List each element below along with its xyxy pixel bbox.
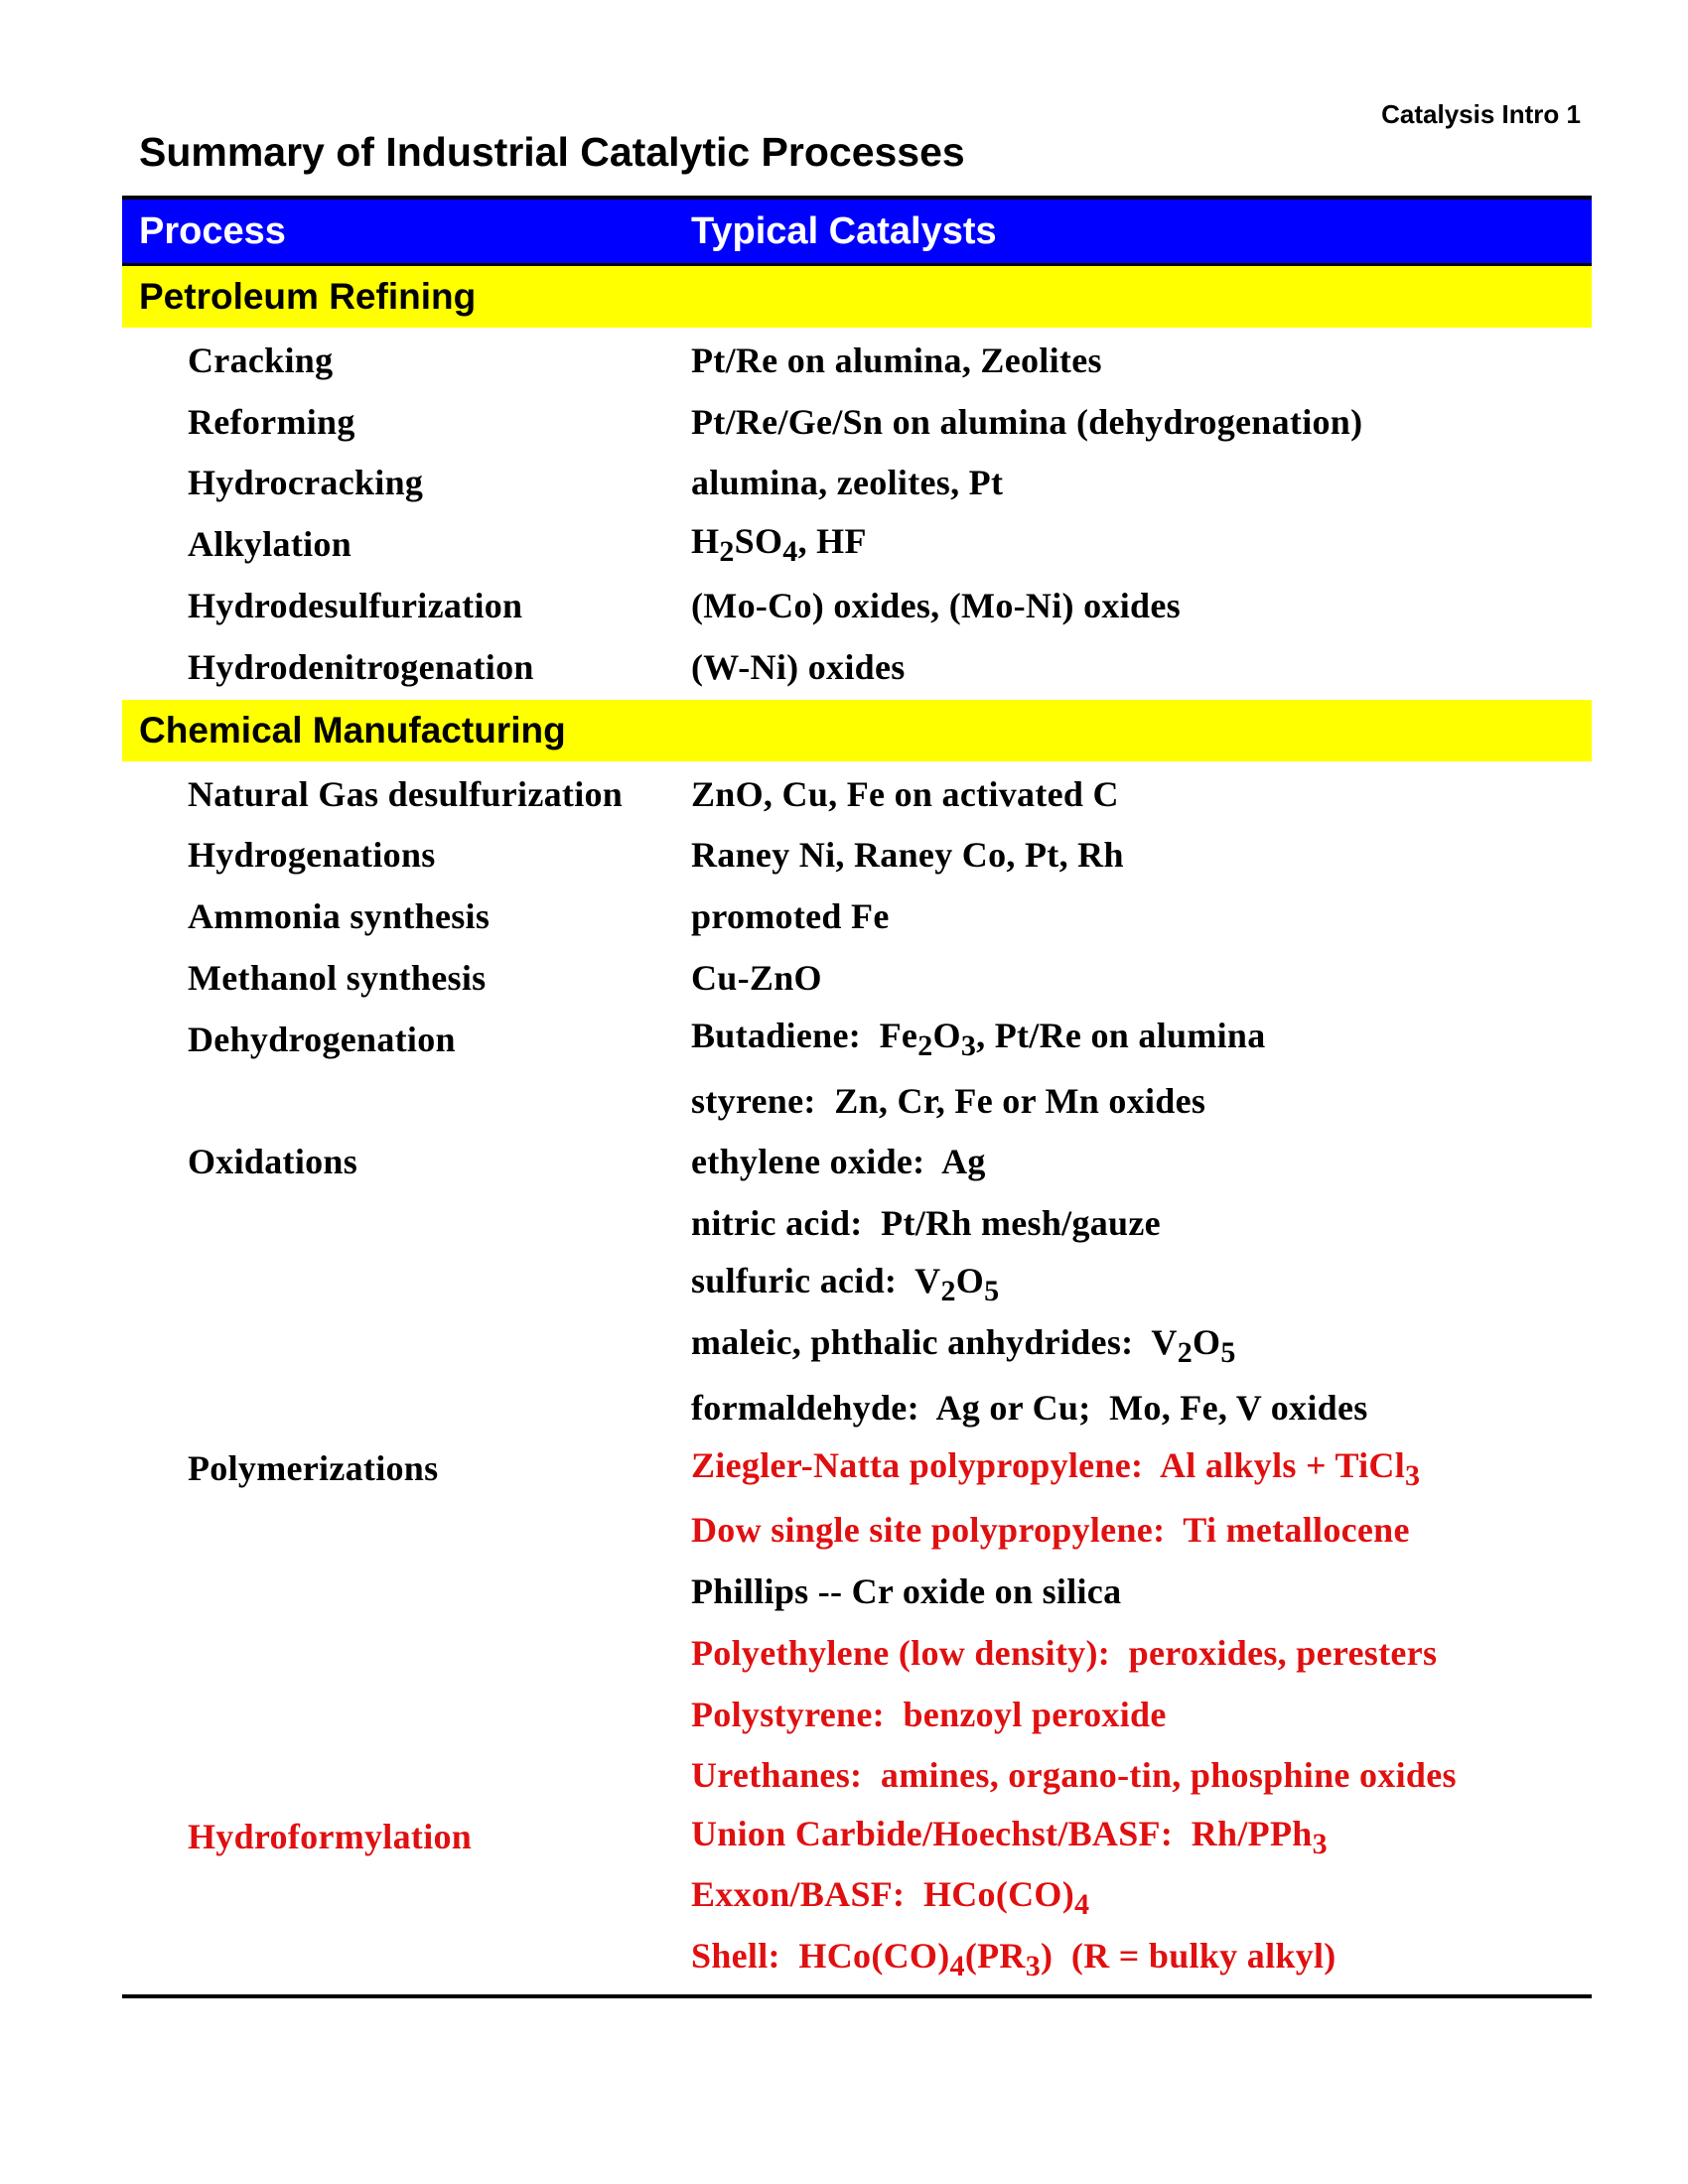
table-row	[122, 825, 1592, 887]
header-typical-catalysts: Typical Catalysts	[691, 209, 997, 252]
catalyst-cell: ethylene oxide: Ag	[691, 1142, 986, 1182]
catalyst-cell: (Mo-Co) oxides, (Mo-Ni) oxides	[691, 586, 1181, 626]
process-cell: Methanol synthesis	[188, 958, 487, 999]
catalyst-cell: Ziegler-Natta polypropylene: Al alkyls + TiCl$_3$	[691, 1444, 1421, 1493]
process-cell: Reforming	[188, 401, 355, 442]
process-cell: Hydrodesulfurization	[188, 586, 523, 626]
table-row	[122, 763, 1592, 825]
catalyst-cell: nitric acid: Pt/Rh mesh/gauze	[691, 1203, 1161, 1244]
table-row	[122, 1009, 1592, 1070]
catalyst-cell: sulfuric acid: $V_2O_5$	[691, 1261, 1000, 1308]
process-cell: Alkylation	[188, 524, 352, 565]
table-row	[122, 1867, 1592, 1929]
catalyst-cell: Dow single site polypropylene: Ti metallocene	[691, 1510, 1410, 1551]
process-cell: Ammonia synthesis	[188, 896, 491, 937]
catalyst-cell: $H_2SO_4$, HF	[691, 520, 867, 568]
catalyst-cell: Urethanes: amines, organo-tin, phosphine oxides	[691, 1755, 1457, 1796]
table-row	[122, 886, 1592, 947]
catalyst-cell: Pt/Re/Ge/Sn on alumina (dehydrogenation)	[691, 401, 1363, 442]
catalyst-cell: maleic, phthalic anhydrides: $V_2O_5$	[691, 1322, 1236, 1370]
table-row	[122, 1254, 1592, 1315]
process-cell: Hydrocracking	[188, 463, 424, 503]
catalyst-cell: Raney Ni, Raney Co, Pt, Rh	[691, 835, 1124, 876]
process-cell: Cracking	[188, 340, 334, 380]
catalyst-cell: Exxon/BASF: $HCo(CO)_4$	[691, 1874, 1090, 1922]
table-bottom-rule	[122, 1994, 1592, 1998]
process-cell: Hydrogenations	[188, 835, 436, 876]
catalyst-cell: Butadiene: $Fe_2O_3$, Pt/Re on alumina	[691, 1016, 1266, 1063]
table-row	[122, 1684, 1592, 1745]
table-row	[122, 636, 1592, 698]
table-row	[122, 1561, 1592, 1622]
table-row	[122, 330, 1592, 391]
page-label: Catalysis Intro 1	[1381, 99, 1581, 129]
catalyst-cell: Union Carbide/Hoechst/BASF: Rh/PPh$_3$	[691, 1813, 1328, 1860]
table-row	[122, 1745, 1592, 1807]
process-cell: Oxidations	[188, 1142, 358, 1182]
table-row	[122, 1499, 1592, 1561]
document-title: Summary of Industrial Catalytic Processes	[139, 129, 965, 175]
process-cell: Polymerizations	[188, 1448, 439, 1489]
table-row	[122, 1377, 1592, 1438]
process-cell: Natural Gas desulfurization	[188, 773, 624, 814]
table-row	[122, 1438, 1592, 1500]
table-row	[122, 513, 1592, 575]
catalyst-cell: promoted Fe	[691, 896, 890, 937]
table-row	[122, 1929, 1592, 1990]
section-header: Petroleum Refining	[122, 266, 1592, 328]
table-header-row	[122, 200, 1592, 263]
table-row	[122, 575, 1592, 636]
catalyst-cell: Shell: $HCo(CO)_4(PR_3) (R$ = bulky alkyl)	[691, 1936, 1336, 1983]
table-row	[122, 1622, 1592, 1684]
table-row	[122, 1070, 1592, 1132]
process-cell: Hydroformylation	[188, 1817, 473, 1857]
catalytic-processes-table	[122, 196, 1592, 1998]
catalyst-cell: (W-Ni) oxides	[691, 646, 906, 687]
table-row	[122, 1315, 1592, 1377]
table-body	[122, 266, 1592, 1992]
catalyst-cell: Cu-ZnO	[691, 958, 822, 999]
catalyst-cell: styrene: Zn, Cr, Fe or Mn oxides	[691, 1080, 1206, 1121]
section-header: Chemical Manufacturing	[122, 700, 1592, 761]
catalyst-cell: Polyethylene (low density): peroxides, peresters	[691, 1632, 1438, 1673]
header-process: Process	[139, 209, 286, 252]
catalyst-cell: ZnO, Cu, Fe on activated C	[691, 773, 1119, 814]
table-row	[122, 1132, 1592, 1193]
catalyst-cell: alumina, zeolites, Pt	[691, 463, 1004, 503]
catalyst-cell: Polystyrene: benzoyl peroxide	[691, 1694, 1167, 1734]
table-row	[122, 453, 1592, 514]
process-cell: Hydrodenitrogenation	[188, 646, 534, 687]
table-row	[122, 391, 1592, 453]
catalyst-cell: Phillips -- Cr oxide on silica	[691, 1571, 1122, 1612]
process-cell: Dehydrogenation	[188, 1019, 456, 1059]
section-rows	[122, 328, 1592, 700]
catalyst-cell: Pt/Re on alumina, Zeolites	[691, 340, 1102, 380]
table-row	[122, 1192, 1592, 1254]
section-rows	[122, 761, 1592, 1992]
table-row	[122, 1806, 1592, 1867]
catalyst-cell: formaldehyde: Ag or Cu; Mo, Fe, V oxides	[691, 1387, 1368, 1428]
table-row	[122, 947, 1592, 1009]
